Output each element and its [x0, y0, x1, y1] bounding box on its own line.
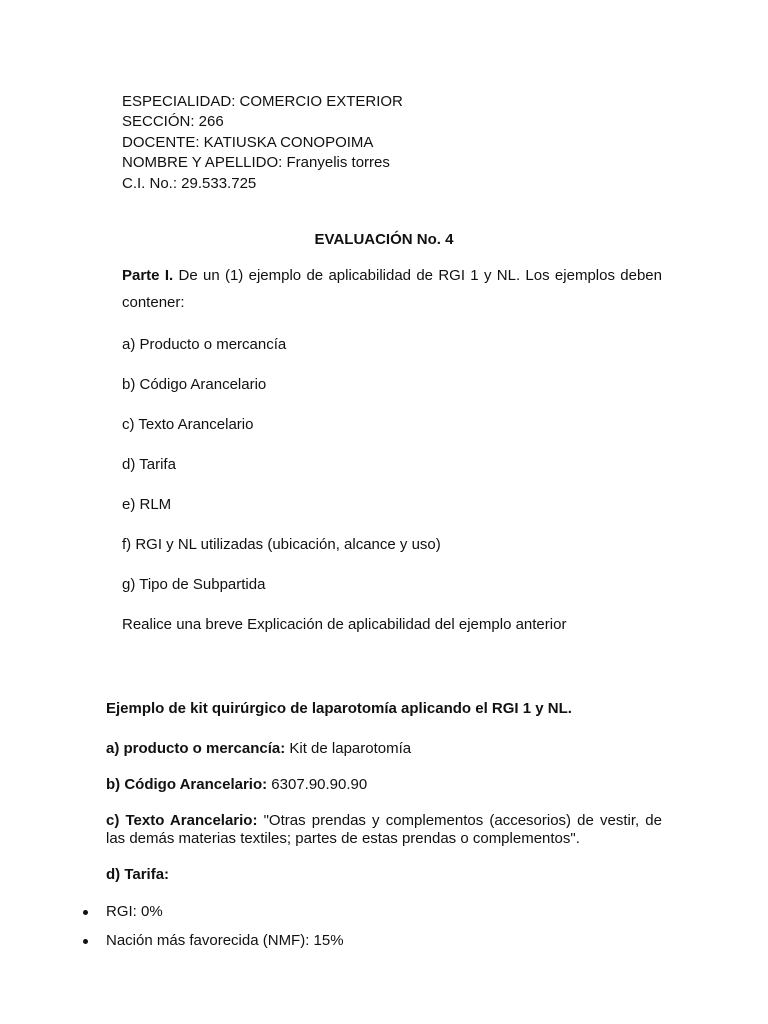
nombre-line: NOMBRE Y APELLIDO: Franyelis torres	[122, 154, 390, 171]
seccion-line: SECCIÓN: 266	[122, 113, 224, 130]
bullet-icon	[83, 910, 88, 915]
tarifa-item-nmf: Nación más favorecida (NMF): 15%	[106, 932, 344, 949]
texto-paragraph	[106, 812, 662, 848]
producto-line	[106, 740, 411, 757]
part1-paragraph	[122, 262, 662, 316]
requirement-item-e: e) RLM	[122, 496, 172, 513]
tarifa-label: d) Tarifa:	[106, 866, 170, 883]
producto-label: a) producto o mercancía:	[106, 740, 286, 757]
docente-line: DOCENTE: KATIUSKA CONOPOIMA	[122, 134, 374, 151]
ci-line: C.I. No.: 29.533.725	[122, 175, 257, 192]
example-heading: Ejemplo de kit quirúrgico de laparotomía aplicando el RGI 1 y NL.	[106, 700, 572, 717]
requirement-item-c: c) Texto Arancelario	[122, 416, 254, 433]
texto-label: c) Texto Arancelario:	[106, 812, 258, 829]
part1-label: Parte I.	[122, 267, 174, 284]
codigo-label: b) Código Arancelario:	[106, 776, 268, 793]
requirement-item-f: f) RGI y NL utilizadas (ubicación, alcance y uso)	[122, 536, 441, 553]
producto-value: Kit de laparotomía	[285, 740, 412, 757]
requirement-item-a: a) Producto o mercancía	[122, 336, 287, 353]
texto-value: "Otras prendas y complementos (accesorios) de vestir, de las demás materias textiles; partes de estas prendas o complementos".	[106, 812, 662, 847]
requirement-item-d: d) Tarifa	[122, 456, 176, 473]
part1-text: De un (1) ejemplo de aplicabilidad de RGI 1 y NL. Los ejemplos deben contener:	[122, 267, 662, 311]
bullet-icon	[83, 939, 88, 944]
tarifa-item-rgi: RGI: 0%	[106, 903, 163, 920]
requirement-item-g: g) Tipo de Subpartida	[122, 576, 266, 593]
especialidad-line: ESPECIALIDAD: COMERCIO EXTERIOR	[122, 93, 403, 110]
requirement-item-b: b) Código Arancelario	[122, 376, 267, 393]
instruction-text: Realice una breve Explicación de aplicabilidad del ejemplo anterior	[122, 616, 567, 633]
evaluation-title: EVALUACIÓN No. 4	[314, 231, 454, 248]
codigo-value: 6307.90.90.90	[267, 776, 368, 793]
codigo-line	[106, 776, 367, 793]
